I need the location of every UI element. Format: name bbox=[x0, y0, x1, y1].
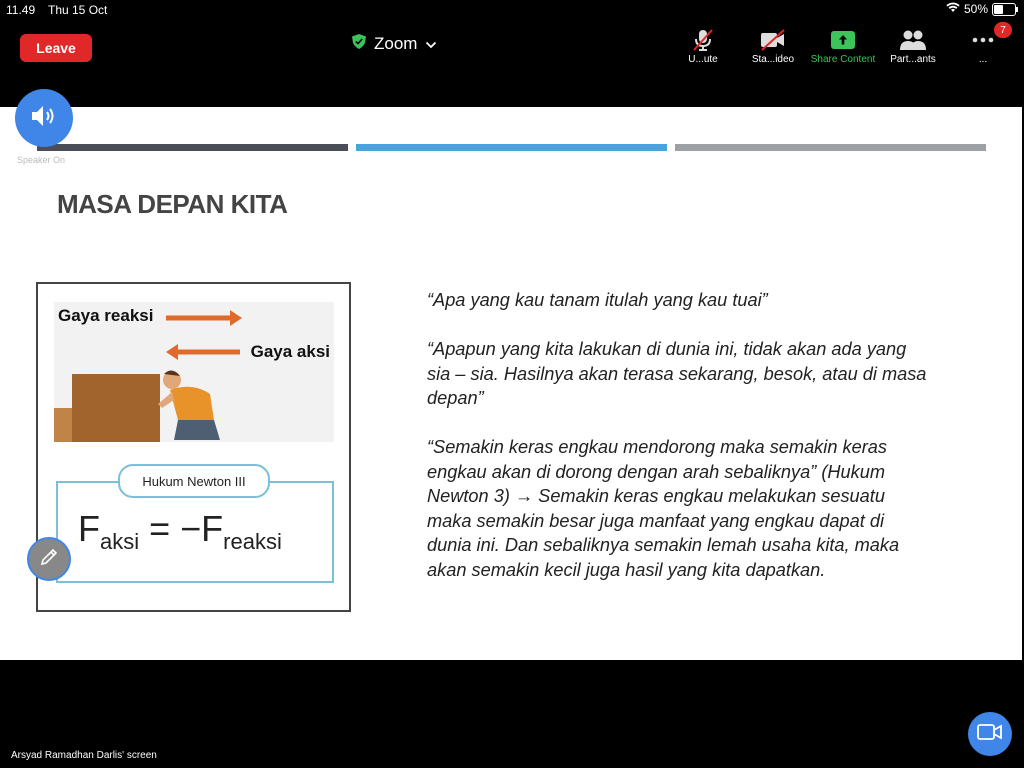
more-icon bbox=[971, 28, 995, 52]
shield-check-icon bbox=[352, 34, 366, 54]
slide-bar-1 bbox=[37, 144, 348, 151]
participants-count-badge: 7 bbox=[994, 22, 1012, 38]
share-content-label: Share Content bbox=[810, 54, 876, 65]
action-force-label: Gaya aksi bbox=[250, 342, 330, 361]
more-label: ... bbox=[978, 54, 988, 65]
unmute-label: U...ute bbox=[688, 54, 718, 65]
video-off-icon bbox=[760, 28, 786, 52]
formula-sub-reaksi: reaksi bbox=[223, 529, 282, 555]
newton-formula bbox=[78, 508, 282, 555]
video-camera-icon bbox=[977, 723, 1003, 746]
participants-icon bbox=[899, 28, 927, 52]
slide-bar-2 bbox=[356, 144, 667, 151]
speaker-button[interactable] bbox=[15, 89, 73, 147]
speaker-icon bbox=[29, 103, 59, 134]
share-screen-icon bbox=[831, 28, 855, 52]
meeting-title-dropdown[interactable] bbox=[352, 34, 437, 54]
unmute-button[interactable] bbox=[668, 28, 738, 65]
reaction-force-label: Gaya reaksi bbox=[58, 306, 154, 325]
quote-2: “Apapun yang kita lakukan di dunia ini, tidak akan ada yang sia – sia. Hasilnya akan terasa sekarang, besok, atau di masa depan” bbox=[427, 339, 927, 408]
shared-screen bbox=[0, 107, 1022, 660]
start-video-button[interactable] bbox=[738, 28, 808, 65]
start-video-label: Sta...ideo bbox=[751, 54, 795, 65]
meeting-title: Zoom bbox=[374, 34, 418, 53]
slide-title: MASA DEPAN KITA bbox=[57, 189, 288, 219]
share-content-button[interactable] bbox=[808, 28, 878, 65]
battery-percent: 50% bbox=[963, 2, 988, 16]
shared-screen-owner: Arsyad Ramadhan Darlis' screen bbox=[11, 750, 157, 761]
participants-label: Part...ants bbox=[890, 54, 936, 65]
quote-1: “Apa yang kau tanam itulah yang kau tuai” bbox=[427, 290, 768, 310]
speaker-label: Speaker On bbox=[17, 155, 66, 165]
wifi-icon bbox=[946, 2, 960, 16]
status-right bbox=[946, 2, 1016, 16]
quote-3: “Semakin keras engkau mendorong maka semakin keras engkau akan di dorong dengan arah sebaliknya” (Hukum Newton 3) → Semakin keras engkau melakukan sesuatu maka semakin besar juga manfaat yang engkau dapat di dunia ini. Dan sebaliknya semakin lemah usaha kita, maka akan semakin kecil juga hasil yang kita dapatkan. bbox=[427, 437, 900, 580]
leave-button[interactable]: Leave bbox=[20, 34, 92, 62]
formula-eq: = −F bbox=[139, 508, 224, 549]
chevron-down-icon bbox=[425, 34, 437, 54]
slide-bar-3 bbox=[675, 144, 986, 151]
newton-illustration bbox=[36, 282, 351, 612]
formula-f1: F bbox=[78, 508, 100, 549]
date: Thu 15 Oct bbox=[48, 3, 108, 17]
muted-mic-icon bbox=[691, 28, 715, 52]
battery-fill bbox=[994, 5, 1003, 14]
newton-law-label: Hukum Newton III bbox=[118, 464, 270, 498]
annotate-button[interactable] bbox=[27, 537, 71, 581]
formula-sub-aksi: aksi bbox=[100, 529, 140, 555]
pencil-icon bbox=[38, 546, 60, 573]
push-scene bbox=[54, 302, 334, 442]
participants-button[interactable] bbox=[878, 28, 948, 65]
video-button[interactable] bbox=[968, 712, 1012, 756]
clock: 11.49 bbox=[6, 3, 36, 17]
status-bar bbox=[0, 0, 1024, 20]
battery-icon bbox=[992, 3, 1016, 16]
